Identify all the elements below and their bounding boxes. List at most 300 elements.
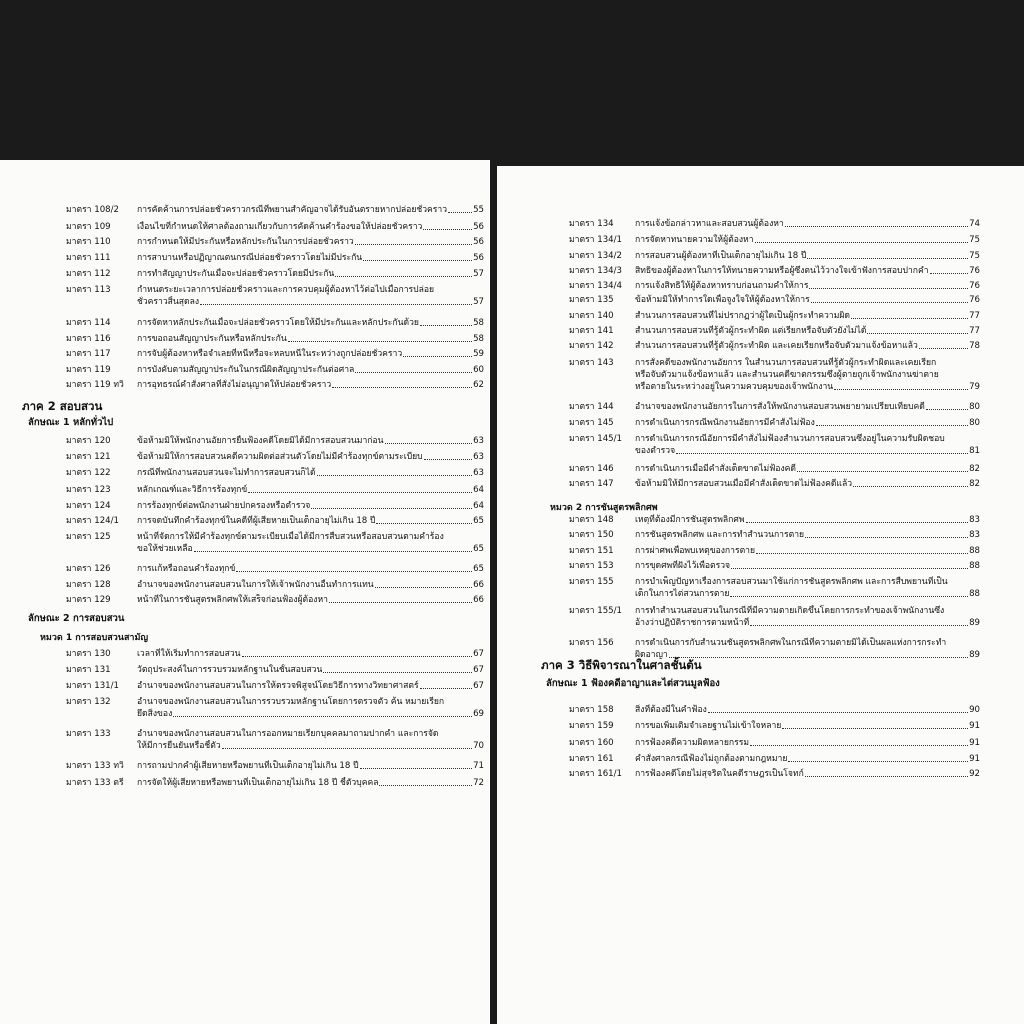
page-number: 77 <box>969 326 980 336</box>
title-line <box>635 280 980 292</box>
entry-title: การสาบานหรือปฏิญาณตนกรณีปล่อยชั่วคราวโดยไม่มีประกัน <box>137 253 363 263</box>
toc-entry[interactable] <box>66 515 484 527</box>
entry-title: การผ่าศพเพื่อพบเหตุของการตาย <box>635 546 756 556</box>
entry-title-block <box>635 514 980 526</box>
entry-title: การแจ้งข้อกล่าวหาและสอบสวนผู้ต้องหา <box>635 219 784 229</box>
title-line <box>635 445 980 457</box>
entry-title-block <box>137 221 484 233</box>
title-line <box>137 221 484 233</box>
page-number: 88 <box>969 589 980 599</box>
dot-leader <box>731 568 968 569</box>
dot-leader <box>809 288 968 289</box>
dot-leader <box>755 242 969 243</box>
dot-leader <box>323 672 472 673</box>
entry-title-block <box>635 478 980 490</box>
title-line <box>635 545 980 557</box>
entry-title-block <box>635 529 980 541</box>
entry-title: การชันสูตรพลิกศพ และการทำสำนวนการตาย <box>635 530 805 540</box>
page-number: 69 <box>473 709 484 719</box>
entry-title-continued: อ้างว่าปฏิบัติราชการตามหน้าที่ <box>635 618 750 628</box>
toc-entry[interactable] <box>569 478 980 490</box>
section-number: มาตรา 108/2 <box>66 205 120 215</box>
entry-title: การจดบันทึกคำร้องทุกข์ในคดีที่ผู้เสียหายเป็นเด็กอายุไม่เกิน 18 ปี <box>137 516 376 526</box>
section-number: มาตรา 119 ทวิ <box>66 380 124 390</box>
section-number: มาตรา 155/1 <box>569 606 623 616</box>
page-number: 89 <box>969 618 980 628</box>
toc-entry[interactable] <box>66 531 484 555</box>
dot-leader <box>420 325 472 326</box>
title-line <box>635 401 980 413</box>
page-number: 82 <box>969 464 980 474</box>
entry-title-block <box>137 484 484 496</box>
section-number: มาตรา 130 <box>66 649 111 659</box>
entry-title: หน้าที่จัดการให้มีคำร้องทุกข์ตามระเบียบเมื่อได้มีการสืบสวนหรือสอบสวนตามคำร้อง <box>137 532 444 542</box>
page-number: 58 <box>473 318 484 328</box>
section-number: มาตรา 119 <box>66 365 111 375</box>
dot-leader <box>785 226 968 227</box>
section-number: มาตรา 124 <box>66 501 111 511</box>
page-number: 91 <box>969 754 980 764</box>
section-number: มาตรา 145 <box>569 418 614 428</box>
page-number: 67 <box>473 649 484 659</box>
title-line <box>137 333 484 345</box>
entry-title: อำนาจของพนักงานอัยการในการสั่งให้พนักงานสอบสวนพยายามเปรียบเทียบคดี <box>635 402 925 412</box>
section-heading: หมวด 1 การสอบสวนสามัญ <box>40 633 149 643</box>
title-line <box>137 648 484 660</box>
entry-title-block <box>635 560 980 572</box>
page-number: 56 <box>473 253 484 263</box>
entry-title: การแก้หรือถอนคำร้องทุกข์ <box>137 564 236 574</box>
toc-entry[interactable] <box>66 252 484 264</box>
title-line <box>137 760 484 772</box>
entry-title: กรณีที่พนักงานสอบสวนจะไม่ทำการสอบสวนก็ได้ <box>137 468 316 478</box>
entry-title-block <box>137 236 484 248</box>
toc-entry[interactable] <box>569 514 980 526</box>
page-number: 66 <box>473 580 484 590</box>
entry-title: อำนาจของพนักงานสอบสวนในการให้ตรวจพิสูจน์โดยวิธีการทางวิทยาศาสตร์ <box>137 681 419 691</box>
toc-entry[interactable] <box>569 753 980 765</box>
page-number: 79 <box>969 382 980 392</box>
entry-title: การขอเพิ่มเติมจำเลยฐานไม่เข้าใจหลาย <box>635 721 782 731</box>
dot-leader <box>355 244 472 245</box>
page-number: 83 <box>969 530 980 540</box>
entry-title-block <box>635 357 980 393</box>
dot-leader <box>750 745 968 746</box>
toc-entry[interactable] <box>569 720 980 732</box>
toc-entry[interactable] <box>569 704 980 716</box>
entry-title-block <box>635 737 980 749</box>
toc-entry[interactable] <box>569 265 980 277</box>
entry-title-block <box>137 680 484 692</box>
title-line <box>635 265 980 277</box>
entry-title-block <box>137 435 484 447</box>
section-number: มาตรา 134/3 <box>569 266 623 276</box>
title-line <box>137 364 484 376</box>
section-number: มาตรา 145/1 <box>569 434 623 444</box>
dot-leader <box>311 508 472 509</box>
section-number: มาตรา 134/4 <box>569 281 623 291</box>
dot-leader <box>329 602 472 603</box>
dot-leader <box>853 486 968 487</box>
entry-title-continued: ของตำรวจ <box>635 446 676 456</box>
section-number: มาตรา 111 <box>66 253 111 263</box>
section-number: มาตรา 161/1 <box>569 769 623 779</box>
toc-entry[interactable] <box>66 500 484 512</box>
dot-leader <box>782 728 968 729</box>
toc-entry[interactable] <box>66 364 484 376</box>
entry-title-block <box>137 348 484 360</box>
title-line <box>137 728 484 740</box>
entry-title: สำนวนการสอบสวนที่รู้ตัวผู้กระทำผิด และเคยเรียกหรือจับตัวมาแจ้งข้อหาแล้ว <box>635 341 918 351</box>
entry-title-continued: หรือจับตัวมาแจ้งข้อหาแล้ว และสำนวนคดีฆาตกรรมซึ่งผู้ตายถูกเจ้าพนักงานฆ่าตาย <box>635 370 939 380</box>
page-number: 65 <box>473 516 484 526</box>
title-line <box>137 777 484 789</box>
page-number: 63 <box>473 452 484 462</box>
toc-entry[interactable] <box>66 563 484 575</box>
page-number: 57 <box>473 269 484 279</box>
section-number: มาตรา 133 <box>66 729 111 739</box>
entry-title-block <box>137 268 484 280</box>
entry-title: การทำสัญญาประกันเมื่อจะปล่อยชั่วคราวโดยมีประกัน <box>137 269 335 279</box>
dot-leader <box>750 625 968 626</box>
entry-title: การขุดศพที่ฝังไว้เพื่อตรวจ <box>635 561 731 571</box>
title-line <box>635 529 980 541</box>
dot-leader <box>676 453 968 454</box>
dot-leader <box>355 372 472 373</box>
toc-entry[interactable] <box>66 333 484 345</box>
entry-title-block <box>137 467 484 479</box>
toc-entry[interactable] <box>569 463 980 475</box>
title-line <box>137 379 484 391</box>
title-line <box>635 310 980 322</box>
dot-leader <box>756 553 968 554</box>
title-line <box>635 637 980 649</box>
page-number: 92 <box>969 769 980 779</box>
dot-leader <box>222 748 472 749</box>
toc-entry[interactable] <box>569 357 980 393</box>
entry-title: การจัดหาหลักประกันเมื่อจะปล่อยชั่วคราวโดยให้มีประกันและหลักประกันด้วย <box>137 318 419 328</box>
entry-title-block <box>635 720 980 732</box>
title-line <box>137 348 484 360</box>
toc-entry[interactable] <box>569 294 980 306</box>
section-number: มาตรา 134/1 <box>569 235 623 245</box>
title-line <box>137 594 484 606</box>
toc-entry[interactable] <box>66 664 484 676</box>
title-line <box>635 433 980 445</box>
title-line <box>635 720 980 732</box>
toc-entry[interactable] <box>66 467 484 479</box>
title-line <box>635 576 980 588</box>
entry-title: การบำเพ็ญปัญหาเรื่องการสอบสวนมาใช้แก่การชันสูตรพลิกศพ และการสืบพยานที่เป็น <box>635 577 948 587</box>
toc-entry[interactable] <box>569 325 980 337</box>
chapter-heading: ลักษณะ 1 หลักทั่วไป <box>28 417 114 428</box>
dot-leader <box>363 260 472 261</box>
dot-leader <box>200 304 472 305</box>
toc-entry[interactable] <box>66 221 484 233</box>
section-number: มาตรา 114 <box>66 318 111 328</box>
chapter-heading: ลักษณะ 1 ฟ้องคดีอาญาและไต่สวนมูลฟ้อง <box>546 678 720 689</box>
page-number: 81 <box>969 446 980 456</box>
entry-title: ข้อห้ามมิให้การสอบสวนคดีความผิดต่อส่วนตัวโดยไม่มีคำร้องทุกข์ตามระเบียบ <box>137 452 423 462</box>
section-number: มาตรา 110 <box>66 237 111 247</box>
toc-entry[interactable] <box>66 760 484 772</box>
toc-entry[interactable] <box>66 348 484 360</box>
toc-entry[interactable] <box>66 204 484 216</box>
entry-title: คำสั่งศาลกรณีฟ้องไม่ถูกต้องตามกฎหมาย <box>635 754 788 764</box>
page-number: 71 <box>473 761 484 771</box>
toc-entry[interactable] <box>569 250 980 262</box>
page-number: 90 <box>969 705 980 715</box>
page-number: 76 <box>969 295 980 305</box>
dot-leader <box>867 333 968 334</box>
title-line <box>137 664 484 676</box>
entry-title: การสั่งคดีของพนักงานอัยการ ในสำนวนการสอบสวนที่รู้ตัวผู้กระทำผิดและเคยเรียก <box>635 358 937 368</box>
entry-title-continued: เด็กในการไต่สวนการตาย <box>635 589 730 599</box>
page-number: 77 <box>969 311 980 321</box>
section-number: มาตรา 123 <box>66 485 111 495</box>
entry-title-block <box>635 280 980 292</box>
dot-leader <box>805 537 968 538</box>
title-line <box>635 357 980 369</box>
toc-entry[interactable] <box>66 484 484 496</box>
title-line <box>137 680 484 692</box>
page-number: 67 <box>473 681 484 691</box>
entry-title-block <box>635 753 980 765</box>
dot-leader <box>788 761 968 762</box>
entry-title-block <box>137 333 484 345</box>
title-line <box>137 451 484 463</box>
section-number: มาตรา 132 <box>66 697 111 707</box>
section-number: มาตรา 134 <box>569 219 614 229</box>
page-number: 80 <box>969 402 980 412</box>
dot-leader <box>248 492 472 493</box>
page-number: 83 <box>969 515 980 525</box>
dot-leader <box>930 273 968 274</box>
toc-entry[interactable] <box>569 280 980 292</box>
toc-entry[interactable] <box>569 545 980 557</box>
entry-title: ข้อห้ามมิให้มีการสอบสวนเมื่อมีคำสั่งเด็ดขาดไม่ฟ้องคดีแล้ว <box>635 479 853 489</box>
entry-title-block <box>137 515 484 527</box>
entry-title-block <box>137 317 484 329</box>
title-line <box>635 704 980 716</box>
dot-leader <box>385 443 473 444</box>
entry-title-block <box>137 594 484 606</box>
entry-title-block <box>635 218 980 230</box>
page-number: 57 <box>473 297 484 307</box>
section-number: มาตรา 134/2 <box>569 251 623 261</box>
toc-entry[interactable] <box>569 576 980 600</box>
entry-title: กำหนดระยะเวลาการปล่อยชั่วคราวและการควบคุมผู้ต้องหาไว้ต่อไปเมื่อการปล่อย <box>137 285 435 295</box>
dot-leader <box>807 258 968 259</box>
toc-entry[interactable] <box>569 218 980 230</box>
toc-entry[interactable] <box>66 379 484 391</box>
toc-entry[interactable] <box>66 284 484 308</box>
entry-title-block <box>137 777 484 789</box>
entry-title-block <box>137 728 484 752</box>
title-line <box>635 369 980 381</box>
section-number: มาตรา 125 <box>66 532 111 542</box>
entry-title-block <box>137 204 484 216</box>
toc-entry[interactable] <box>66 435 484 447</box>
toc-entry[interactable] <box>569 605 980 629</box>
section-number: มาตรา 112 <box>66 269 111 279</box>
page-number: 64 <box>473 501 484 511</box>
toc-entry[interactable] <box>569 529 980 541</box>
page-number: 63 <box>473 468 484 478</box>
toc-entry[interactable] <box>66 696 484 720</box>
entry-title: การจัดให้ผู้เสียหายหรือพยานที่เป็นเด็กอายุไม่เกิน 18 ปี ชี้ตัวบุคคล <box>137 778 379 788</box>
toc-entry[interactable] <box>66 236 484 248</box>
section-number: มาตรา 148 <box>569 515 614 525</box>
title-line <box>137 531 484 543</box>
entry-title: หน้าที่ในการชันสูตรพลิกศพให้เสร็จก่อนฟ้องผู้ต้องหา <box>137 595 328 605</box>
entry-title-block <box>635 463 980 475</box>
toc-entry[interactable] <box>66 594 484 606</box>
section-number: มาตรา 143 <box>569 358 614 368</box>
page-number: 58 <box>473 334 484 344</box>
entry-title: หลักเกณฑ์และวิธีการร้องทุกข์ <box>137 485 248 495</box>
title-line <box>635 478 980 490</box>
entry-title-block <box>137 379 484 391</box>
page-number: 88 <box>969 561 980 571</box>
part-heading: ภาค 3 วิธีพิจารณาในศาลชั้นต้น <box>541 658 702 672</box>
section-number: มาตรา 117 <box>66 349 111 359</box>
section-heading: หมวด 2 การชันสูตรพลิกศพ <box>550 503 658 513</box>
entry-title-block <box>635 417 980 429</box>
entry-title: การทำสำนวนสอบสวนในกรณีที่มีความตายเกิดขึ้นโดยการกระทำของเจ้าพนักงานซึ่ง <box>635 606 945 616</box>
title-line <box>137 435 484 447</box>
entry-title-block <box>137 252 484 264</box>
toc-entry[interactable] <box>66 268 484 280</box>
dot-leader <box>376 523 472 524</box>
title-line <box>137 579 484 591</box>
toc-entry[interactable] <box>569 737 980 749</box>
toc-entry[interactable] <box>569 768 980 780</box>
title-line <box>137 317 484 329</box>
title-line <box>635 768 980 780</box>
section-number: มาตรา 150 <box>569 530 614 540</box>
title-line <box>137 236 484 248</box>
toc-entry[interactable] <box>569 310 980 322</box>
toc-entry[interactable] <box>569 417 980 429</box>
title-line <box>635 234 980 246</box>
title-line <box>137 484 484 496</box>
section-number: มาตรา 156 <box>569 638 614 648</box>
section-number: มาตรา 113 <box>66 285 111 295</box>
dot-leader <box>403 356 472 357</box>
entry-title-block <box>635 576 980 600</box>
dot-leader <box>811 302 968 303</box>
section-number: มาตรา 131/1 <box>66 681 120 691</box>
toc-entry[interactable] <box>569 560 980 572</box>
entry-title: การกำหนดให้มีประกันหรือหลักประกันในการปล่อยชั่วคราว <box>137 237 354 247</box>
entry-title-block <box>137 563 484 575</box>
entry-title-continued: ให้มีการยืนยันหรือชี้ตัว <box>137 741 221 751</box>
section-number: มาตรา 128 <box>66 580 111 590</box>
dot-leader <box>805 776 968 777</box>
dot-leader <box>926 409 968 410</box>
title-line <box>137 563 484 575</box>
dot-leader <box>730 596 968 597</box>
toc-entry[interactable] <box>66 728 484 752</box>
toc-entry[interactable] <box>569 401 980 413</box>
title-line <box>635 605 980 617</box>
title-line <box>137 708 484 720</box>
section-number: มาตรา 147 <box>569 479 614 489</box>
page-number: 91 <box>969 721 980 731</box>
entry-title: อำนาจของพนักงานสอบสวนในการออกหมายเรียกบุคคลมาถามปากคำ และการจัด <box>137 729 439 739</box>
title-line <box>635 294 980 306</box>
entry-title-continued: ผิดอาญา <box>635 650 668 660</box>
entry-title: ข้อห้ามมิให้พนักงานอัยการยื่นฟ้องคดีโดยมิได้มีการสอบสวนมาก่อน <box>137 436 384 446</box>
toc-entry[interactable] <box>66 680 484 692</box>
dot-leader <box>448 212 472 213</box>
dot-leader <box>708 712 968 713</box>
left-page <box>0 160 490 1024</box>
dot-leader <box>797 471 968 472</box>
entry-title: สำนวนการสอบสวนที่ไม่ปรากฏว่าผู้ใดเป็นผู้กระทำความผิด <box>635 311 850 321</box>
toc-entry[interactable] <box>66 777 484 789</box>
entry-title-block <box>137 579 484 591</box>
entry-title-block <box>137 664 484 676</box>
page-number: 62 <box>473 380 484 390</box>
entry-title: การบังคับตามสัญญาประกันในกรณีผิดสัญญาประกันต่อศาล <box>137 365 355 375</box>
title-line <box>635 514 980 526</box>
section-number: มาตรา 109 <box>66 222 111 232</box>
dot-leader <box>746 522 969 523</box>
toc-entry[interactable] <box>569 433 980 457</box>
entry-title-continued: หรือตายในระหว่างอยู่ในความควบคุมของเจ้าพนักงาน <box>635 382 834 392</box>
section-number: มาตรา 160 <box>569 738 614 748</box>
right-page <box>497 166 1024 1024</box>
title-line <box>635 381 980 393</box>
page-number: 55 <box>473 205 484 215</box>
entry-title-block <box>137 760 484 772</box>
title-line <box>635 463 980 475</box>
chapter-heading: ลักษณะ 2 การสอบสวน <box>28 613 125 624</box>
entry-title: การขอถอนสัญญาประกันหรือหลักประกัน <box>137 334 287 344</box>
page-number: 70 <box>473 741 484 751</box>
page-number: 63 <box>473 436 484 446</box>
page-number: 80 <box>969 418 980 428</box>
toc-entry[interactable] <box>569 234 980 246</box>
dot-leader <box>851 318 968 319</box>
entry-title: การดำเนินการกรณีอัยการมีคำสั่งไม่ฟ้องสำนวนการสอบสวนซึ่งอยู่ในความรับผิดชอบ <box>635 434 945 444</box>
section-number: มาตรา 122 <box>66 468 111 478</box>
dot-leader <box>236 571 472 572</box>
title-line <box>137 543 484 555</box>
toc-entry[interactable] <box>569 340 980 352</box>
toc-entry[interactable] <box>66 451 484 463</box>
dot-leader <box>669 657 968 658</box>
entry-title: เงื่อนไขที่กำหนดให้ศาลต้องถามเกี่ยวกับการคัดค้านคำร้องขอให้ปล่อยชั่วคราว <box>137 222 423 232</box>
entry-title-block <box>137 364 484 376</box>
dot-leader <box>242 656 473 657</box>
entry-title: สิ่งที่ต้องมีในคำฟ้อง <box>635 705 707 715</box>
entry-title-continued: ชั่วคราวสิ้นสุดลง <box>137 297 200 307</box>
dot-leader <box>194 551 472 552</box>
page-number: 75 <box>969 251 980 261</box>
title-line <box>635 417 980 429</box>
title-line <box>635 325 980 337</box>
title-line <box>635 753 980 765</box>
entry-title: การจัดหาทนายความให้ผู้ต้องหา <box>635 235 754 245</box>
toc-entry[interactable] <box>66 317 484 329</box>
toc-entry[interactable] <box>66 648 484 660</box>
section-number: มาตรา 155 <box>569 577 614 587</box>
toc-entry[interactable] <box>66 579 484 591</box>
page-number: 66 <box>473 595 484 605</box>
